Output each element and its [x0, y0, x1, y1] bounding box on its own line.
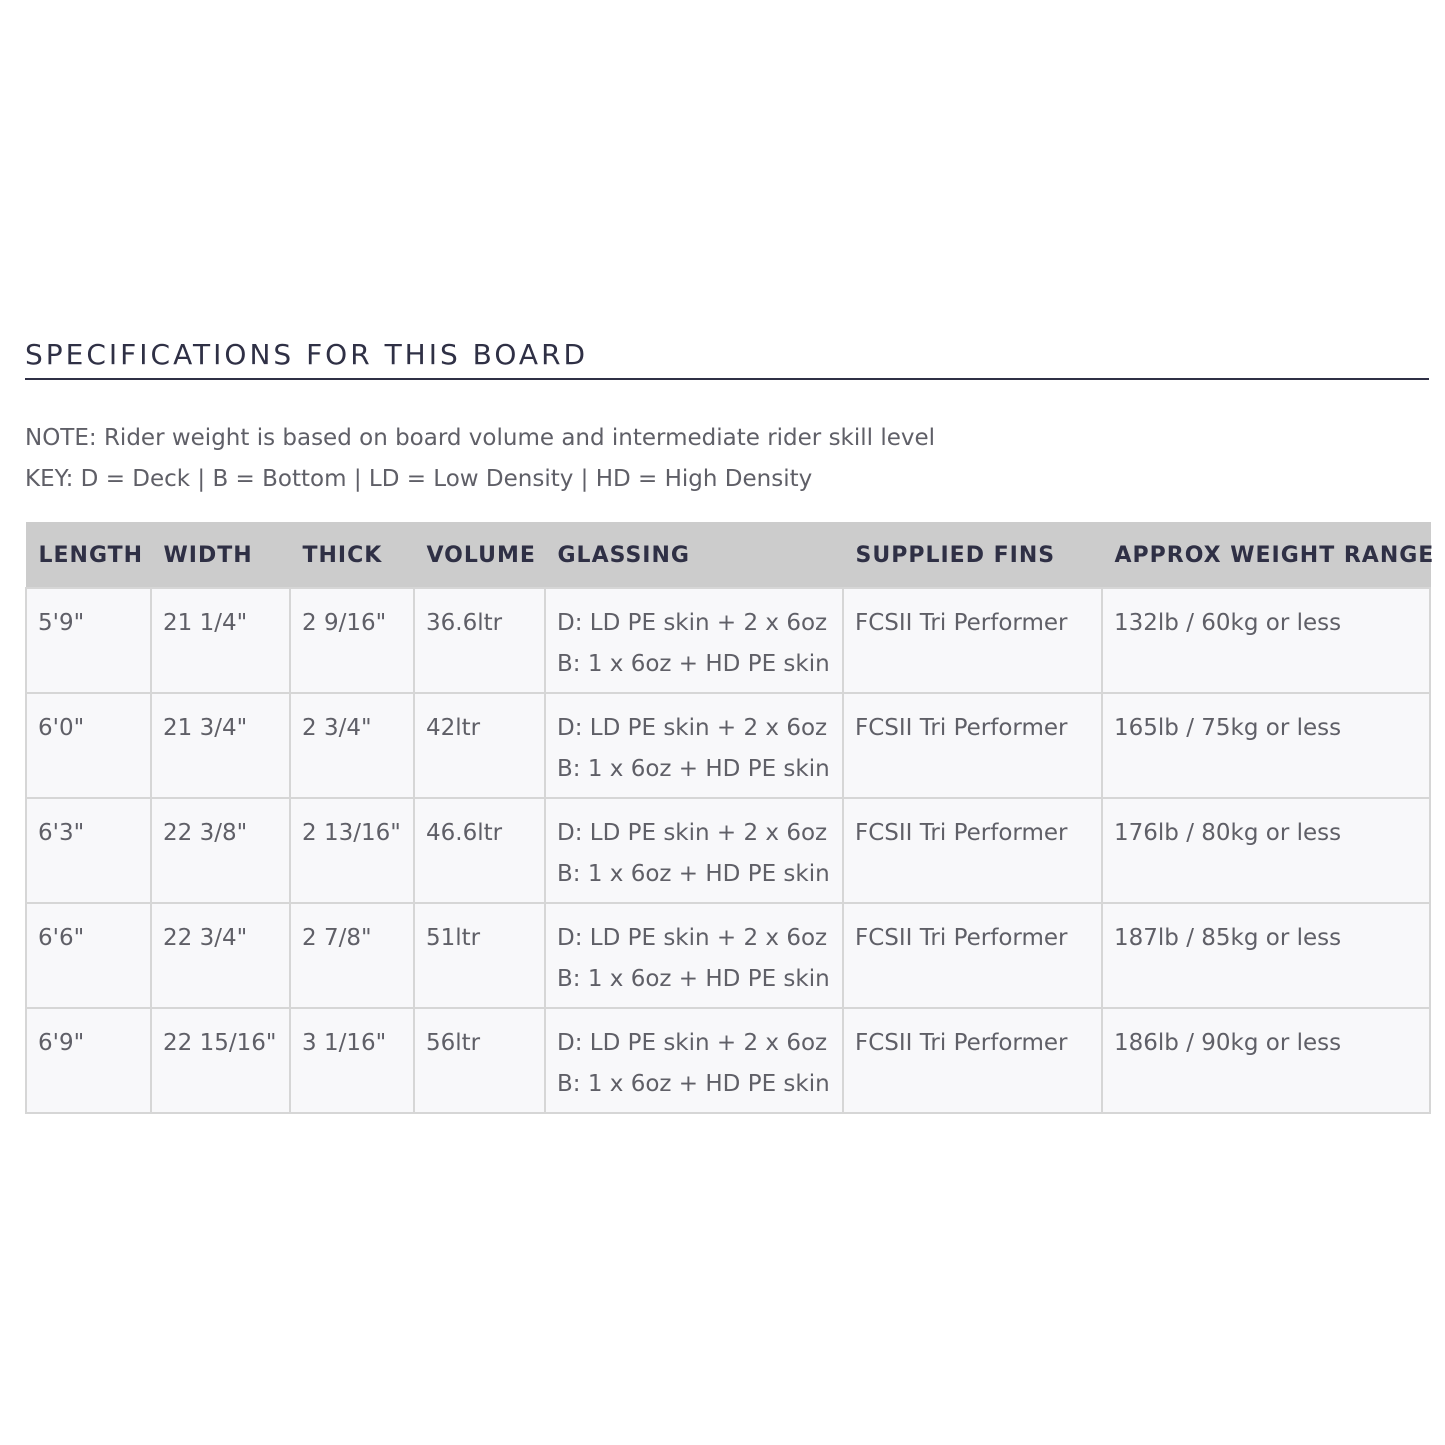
cell-length: 6'9": [26, 1008, 151, 1113]
glassing-bottom: B: 1 x 6oz + HD PE skin: [557, 651, 830, 677]
glassing-deck: D: LD PE skin + 2 x 6oz: [557, 820, 828, 846]
table-row: [26, 798, 1430, 903]
cell-glassing: [545, 588, 843, 693]
cell-volume: 56ltr: [414, 1008, 545, 1113]
section-title: SPECIFICATIONS FOR THIS BOARD: [25, 338, 589, 371]
header-weight-range: APPROX WEIGHT RANGE: [1102, 523, 1430, 589]
cell-weight: 186lb / 90kg or less: [1102, 1008, 1430, 1113]
cell-weight: 165lb / 75kg or less: [1102, 693, 1430, 798]
cell-volume: 46.6ltr: [414, 798, 545, 903]
notes-block: [25, 418, 1429, 500]
glassing-deck: D: LD PE skin + 2 x 6oz: [557, 1030, 828, 1056]
cell-length: 6'3": [26, 798, 151, 903]
table-row: [26, 903, 1430, 1008]
cell-thick: 2 9/16": [290, 588, 414, 693]
table-row: [26, 588, 1430, 693]
table-header-row: [26, 523, 1430, 589]
specifications-section: [25, 332, 1435, 1114]
cell-thick: 3 1/16": [290, 1008, 414, 1113]
title-divider: [25, 378, 1429, 380]
cell-glassing: [545, 903, 843, 1008]
rider-weight-note: NOTE: Rider weight is based on board volume and intermediate rider skill level: [25, 425, 936, 451]
cell-weight: 187lb / 85kg or less: [1102, 903, 1430, 1008]
header-supplied-fins: SUPPLIED FINS: [843, 523, 1102, 589]
cell-weight: 132lb / 60kg or less: [1102, 588, 1430, 693]
header-thick: THICK: [290, 523, 414, 589]
cell-volume: 42ltr: [414, 693, 545, 798]
abbreviation-key: KEY: D = Deck | B = Bottom | LD = Low Density | HD = High Density: [25, 466, 813, 492]
cell-width: 21 1/4": [151, 588, 290, 693]
glassing-bottom: B: 1 x 6oz + HD PE skin: [557, 966, 830, 992]
header-width: WIDTH: [151, 523, 290, 589]
header-glassing: GLASSING: [545, 523, 843, 589]
cell-width: 21 3/4": [151, 693, 290, 798]
cell-width: 22 15/16": [151, 1008, 290, 1113]
glassing-deck: D: LD PE skin + 2 x 6oz: [557, 610, 828, 636]
glassing-deck: D: LD PE skin + 2 x 6oz: [557, 715, 828, 741]
glassing-bottom: B: 1 x 6oz + HD PE skin: [557, 861, 830, 887]
glassing-bottom: B: 1 x 6oz + HD PE skin: [557, 756, 830, 782]
table-row: [26, 693, 1430, 798]
cell-length: 5'9": [26, 588, 151, 693]
cell-fins: FCSII Tri Performer: [843, 588, 1102, 693]
cell-volume: 51ltr: [414, 903, 545, 1008]
specifications-table: [25, 522, 1435, 1114]
cell-fins: FCSII Tri Performer: [843, 693, 1102, 798]
glassing-deck: D: LD PE skin + 2 x 6oz: [557, 925, 828, 951]
cell-fins: FCSII Tri Performer: [843, 903, 1102, 1008]
cell-length: 6'0": [26, 693, 151, 798]
cell-glassing: [545, 693, 843, 798]
glassing-bottom: B: 1 x 6oz + HD PE skin: [557, 1071, 830, 1097]
cell-glassing: [545, 1008, 843, 1113]
cell-thick: 2 3/4": [290, 693, 414, 798]
table-row: [26, 1008, 1430, 1113]
cell-thick: 2 7/8": [290, 903, 414, 1008]
cell-width: 22 3/4": [151, 903, 290, 1008]
header-length: LENGTH: [26, 523, 151, 589]
cell-fins: FCSII Tri Performer: [843, 798, 1102, 903]
header-volume: VOLUME: [414, 523, 545, 589]
cell-glassing: [545, 798, 843, 903]
cell-thick: 2 13/16": [290, 798, 414, 903]
cell-volume: 36.6ltr: [414, 588, 545, 693]
cell-fins: FCSII Tri Performer: [843, 1008, 1102, 1113]
cell-width: 22 3/8": [151, 798, 290, 903]
cell-weight: 176lb / 80kg or less: [1102, 798, 1430, 903]
cell-length: 6'6": [26, 903, 151, 1008]
